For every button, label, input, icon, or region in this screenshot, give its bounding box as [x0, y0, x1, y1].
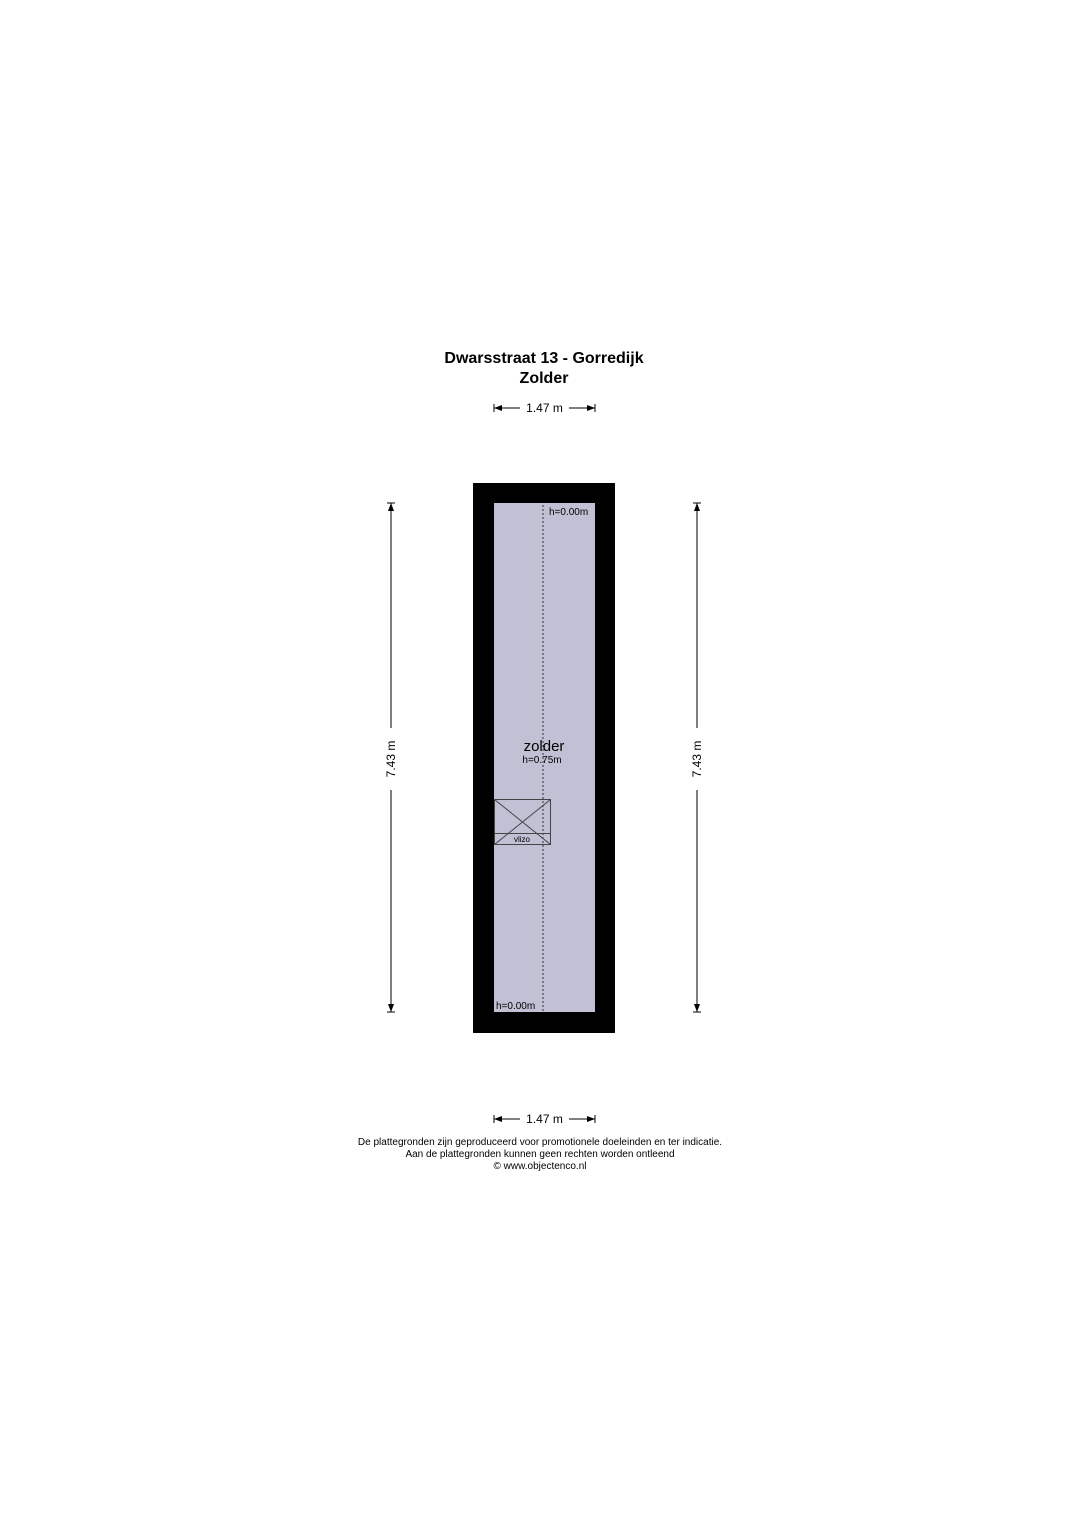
floor-title: Zolder — [519, 370, 569, 387]
ridge-bottom-height: h=0.00m — [496, 1001, 536, 1012]
arrow-left-icon — [494, 1116, 502, 1122]
left-height-dimension — [384, 503, 398, 1012]
arrow-down-icon — [694, 1004, 700, 1012]
room-name: zolder — [523, 738, 565, 755]
address-title: Dwarsstraat 13 - Gorredijk — [444, 350, 644, 367]
hatch-label: vlizo — [513, 835, 531, 844]
room-height: h=0.75m — [522, 755, 562, 766]
bottom-width-dimension — [494, 1112, 595, 1126]
right-height-label: 7.43 m — [690, 740, 704, 778]
arrow-right-icon — [587, 1116, 595, 1122]
arrow-up-icon — [388, 503, 394, 511]
arrow-left-icon — [494, 405, 502, 411]
right-height-dimension — [690, 503, 704, 1012]
arrow-down-icon — [388, 1004, 394, 1012]
bottom-width-label: 1.47 m — [526, 1112, 563, 1126]
copyright-line: © www.objectenco.nl — [493, 1161, 587, 1172]
arrow-up-icon — [694, 503, 700, 511]
top-width-label: 1.47 m — [526, 401, 563, 415]
left-height-label: 7.43 m — [384, 740, 398, 778]
top-width-dimension — [494, 401, 595, 415]
ridge-top-height: h=0.00m — [549, 507, 589, 518]
disclaimer-line-2: Aan de plattegronden kunnen geen rechten worden ontleend — [405, 1149, 675, 1160]
disclaimer-line-1: De plattegronden zijn geproduceerd voor promotionele doeleinden en ter indicatie. — [357, 1137, 723, 1148]
arrow-right-icon — [587, 405, 595, 411]
